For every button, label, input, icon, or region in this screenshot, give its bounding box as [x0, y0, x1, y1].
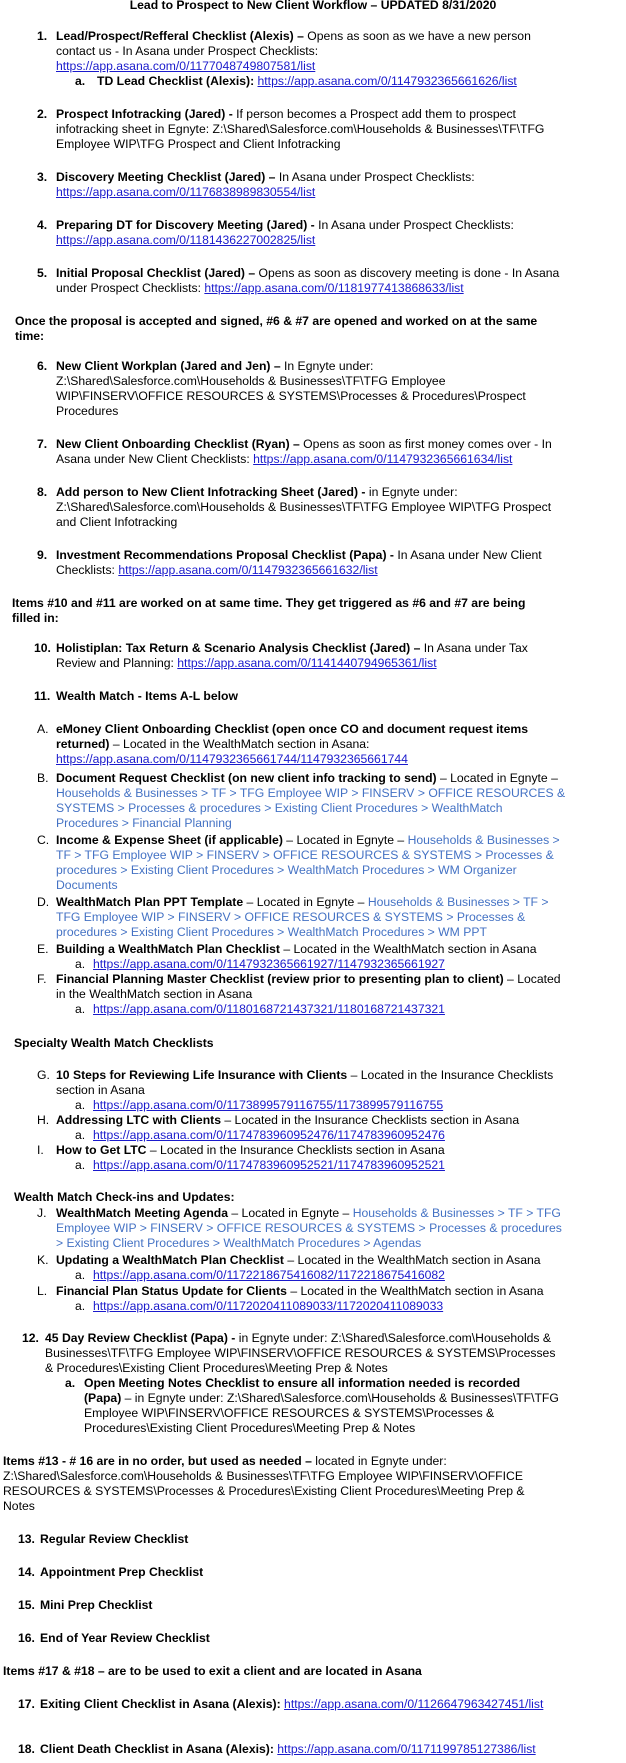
- asana-link[interactable]: https://app.asana.com/0/1173899579116755/1173899579116755: [93, 1098, 444, 1112]
- item-text: Z:\Shared\Salesforce.com\Households & Businesses\TF\TFG Employee WIP\TFG Prospect: [56, 500, 552, 514]
- asana-link[interactable]: https://app.asana.com/0/1172218675416082/1172218675416082: [93, 1268, 445, 1282]
- asana-link[interactable]: https://app.asana.com/0/1147932365661626/list: [257, 74, 517, 88]
- section-heading: Items #13 - # 16 are in no order, but used as needed – located in Egnyte under:: [3, 1454, 447, 1468]
- section-heading: Items #10 and #11 are worked on at same time. They get triggered as #6 and #7 are being: [12, 596, 526, 610]
- sub-item-number: a.: [65, 1376, 76, 1390]
- asana-link[interactable]: https://app.asana.com/0/1174783960952476/1174783960952476: [93, 1128, 445, 1142]
- sub-item-td-lead: TD Lead Checklist (Alexis): https://app.asana.com/0/1147932365661626/list: [97, 74, 517, 88]
- egnyte-path: Households & Businesses >: [407, 833, 560, 847]
- item-number: 9.: [37, 548, 48, 562]
- asana-link[interactable]: https://app.asana.com/0/1176838989830554/list: [56, 185, 316, 199]
- list-item-7: New Client Onboarding Checklist (Ryan) – Opens as soon as first money comes over - In: [56, 437, 552, 451]
- item-text: section in Asana: [56, 1083, 145, 1097]
- item-number: 10.: [34, 641, 51, 655]
- list-item-G: 10 Steps for Reviewing Life Insurance with Clients – Located in the Insurance Checklists: [56, 1068, 554, 1082]
- section-heading: Once the proposal is accepted and signed, #6 & #7 are opened and worked on at the same: [15, 314, 538, 328]
- sub-item-line2: (Papa) – in Egnyte under: Z:\Shared\Salesforce.com\Households & Businesses\TF\TFG: [84, 1391, 559, 1405]
- item-text: Z:\Shared\Salesforce.com\Households & Businesses\TF\TFG Employee WIP\FINSERV\OFFICE: [3, 1469, 523, 1483]
- item-letter: B.: [37, 771, 49, 785]
- sub-item-letter: a.: [75, 1299, 86, 1313]
- item-number: 11.: [34, 689, 51, 703]
- list-item-6: New Client Workplan (Jared and Jen) – In Egnyte under:: [56, 359, 374, 373]
- list-item-10: Holistiplan: Tax Return & Scenario Analysis Checklist (Jared) – In Asana under Tax: [56, 641, 528, 655]
- egnyte-path: Procedures > Financial Planning: [56, 816, 232, 830]
- egnyte-path: Households & Businesses > TF > TFG Employee WIP > FINSERV > OFFICE RESOURCES &: [56, 786, 566, 800]
- list-item-1: [37, 29, 47, 44]
- egnyte-path: TF > TFG Employee WIP > FINSERV > OFFICE RESOURCES & SYSTEMS > Processes &: [56, 848, 554, 862]
- egnyte-path: Employee WIP > FINSERV > OFFICE RESOURCES & SYSTEMS > Processes & procedures: [56, 1221, 562, 1235]
- item-number: 14.: [18, 1565, 35, 1579]
- egnyte-path: TFG Employee WIP > FINSERV > OFFICE RESOURCES & SYSTEMS > Processes &: [56, 910, 526, 924]
- asana-link[interactable]: https://app.asana.com/0/1147932365661634/list: [253, 452, 513, 466]
- asana-link[interactable]: https://app.asana.com/0/1147932365661927/1147932365661927: [93, 957, 445, 971]
- item-number: 18.: [18, 1742, 35, 1756]
- sub-item-letter: a.: [75, 1158, 86, 1172]
- item-text: infotracking sheet in Egnyte: Z:\Shared\Salesforce.com\Households & Businesses\TF\TFG: [56, 122, 545, 136]
- asana-link[interactable]: https://app.asana.com/0/1147932365661744/1147932365661744: [56, 752, 408, 766]
- item-text: Notes: [3, 1499, 35, 1513]
- item-text: Businesses\TF\TFG Employee WIP\FINSERV\OFFICE RESOURCES & SYSTEMS\Processes: [45, 1346, 556, 1360]
- list-item-11: Wealth Match - Items A-L below: [56, 689, 238, 703]
- egnyte-path: SYSTEMS > Processes & procedures > Existing Client Procedures > WealthMatch: [56, 801, 503, 815]
- list-item-C: Income & Expense Sheet (if applicable) – Located in Egnyte – Households & Businesses >: [56, 833, 560, 847]
- asana-link[interactable]: https://app.asana.com/0/1147932365661632/list: [118, 563, 378, 577]
- item-letter: F.: [37, 972, 47, 986]
- asana-link[interactable]: https://app.asana.com/0/1174783960952521/1174783960952521: [93, 1158, 445, 1172]
- egnyte-path: procedures > Existing Client Procedures > WealthMatch Procedures > WM Organizer: [56, 863, 517, 877]
- list-item-12: 45 Day Review Checklist (Papa) - in Egnyte under: Z:\Shared\Salesforce.com\Households &: [45, 1331, 552, 1345]
- list-item-5: Initial Proposal Checklist (Jared) – Opens as soon as discovery meeting is done - In Asana: [56, 266, 560, 280]
- list-item-13: Regular Review Checklist: [40, 1532, 189, 1546]
- item-number: 2.: [37, 107, 48, 121]
- list-item-15: Mini Prep Checklist: [40, 1598, 153, 1612]
- list-item-9: Investment Recommendations Proposal Checklist (Papa) - In Asana under New Client: [56, 548, 542, 562]
- list-item-18: Client Death Checklist in Asana (Alexis): https://app.asana.com/0/1171199785127386/list: [40, 1742, 536, 1756]
- egnyte-path: Households & Businesses > TF >: [367, 895, 549, 909]
- list-item-1-text: Lead/Prospect/Refferal Checklist (Alexis) – Opens as soon as we have a new person: [56, 29, 531, 43]
- egnyte-path: Documents: [56, 878, 118, 892]
- item-text: Procedures\Existing Client Procedures\Meeting Prep & Notes: [84, 1421, 416, 1435]
- section-heading-cont: filled in:: [12, 611, 59, 625]
- sub-item-heading: Open Meeting Notes Checklist to ensure all information needed is recorded: [84, 1376, 521, 1390]
- list-item-H: Addressing LTC with Clients – Located in the Insurance Checklists section in Asana: [56, 1113, 520, 1127]
- asana-link[interactable]: https://app.asana.com/0/1141440794965361/list: [177, 656, 437, 670]
- item-number: 7.: [37, 437, 48, 451]
- asana-link[interactable]: https://app.asana.com/0/1180168721437321/1180168721437321: [93, 1002, 445, 1016]
- item-number: 6.: [37, 359, 48, 373]
- section-heading: Items #17 & #18 – are to be used to exit a client and are located in Asana: [3, 1664, 422, 1678]
- list-item-17: Exiting Client Checklist in Asana (Alexis): https://app.asana.com/0/1126647963427451/list: [40, 1697, 544, 1711]
- item-number: 5.: [37, 266, 48, 280]
- item-letter: J.: [37, 1206, 47, 1220]
- item-number: 3.: [37, 170, 48, 184]
- item-text: Employee WIP\FINSERV\OFFICE RESOURCES & SYSTEMS\Processes &: [84, 1406, 495, 1420]
- asana-link[interactable]: https://app.asana.com/0/1181977413868633/list: [204, 281, 464, 295]
- item-heading: Lead/Prospect/Refferal Checklist (Alexis) –: [56, 29, 304, 43]
- asana-link[interactable]: https://app.asana.com/0/1171199785127386/list: [277, 1742, 536, 1756]
- item-number: 15.: [18, 1598, 35, 1612]
- sub-item-letter: a.: [75, 1128, 86, 1142]
- item-text: Employee WIP\TFG Prospect and Client Infotracking: [56, 137, 341, 151]
- item-number: 8.: [37, 485, 48, 499]
- item-number: 1.: [37, 29, 48, 43]
- item-letter: H.: [37, 1113, 50, 1127]
- section-heading: Wealth Match Check-ins and Updates:: [14, 1190, 235, 1204]
- list-item-10-line2: Review and Planning: https://app.asana.com/0/1141440794965361/list: [56, 656, 437, 670]
- item-text: WIP\FINSERV\OFFICE RESOURCES & SYSTEMS\Processes & Procedures\Prospect: [56, 389, 526, 403]
- list-item-L: Financial Plan Status Update for Clients – Located in the WealthMatch section in Asana: [56, 1284, 544, 1298]
- list-item-A: eMoney Client Onboarding Checklist (open once CO and document request items: [56, 722, 528, 736]
- item-letter: L.: [37, 1284, 48, 1298]
- list-item-B: Document Request Checklist (on new client info tracking to send) – Located in Egnyte –: [56, 771, 558, 785]
- item-letter: K.: [37, 1253, 49, 1267]
- asana-link[interactable]: https://app.asana.com/0/1126647963427451/list: [284, 1697, 544, 1711]
- list-item-A-line2: returned) – Located in the WealthMatch section in Asana:: [56, 737, 370, 751]
- list-item-E: Building a WealthMatch Plan Checklist – Located in the WealthMatch section in Asana: [56, 942, 537, 956]
- asana-link[interactable]: https://app.asana.com/0/1181436227002825/list: [56, 233, 316, 247]
- list-item-4: Preparing DT for Discovery Meeting (Jared) - In Asana under Prospect Checklists:: [56, 218, 514, 232]
- item-text: RESOURCES & SYSTEMS\Processes & Procedures\Existing Client Procedures\Meeting Prep &: [3, 1484, 525, 1498]
- item-letter: A.: [37, 722, 49, 736]
- section-heading: Specialty Wealth Match Checklists: [14, 1036, 214, 1050]
- item-letter: I.: [37, 1143, 44, 1157]
- list-item-I: How to Get LTC – Located in the Insurance Checklists section in Asana: [56, 1143, 445, 1157]
- item-text: Procedures: [56, 404, 119, 418]
- item-text: Z:\Shared\Salesforce.com\Households & Businesses\TF\TFG Employee: [56, 374, 446, 388]
- list-item-J: WealthMatch Meeting Agenda – Located in Egnyte – Households & Businesses > TF > TFG: [56, 1206, 561, 1220]
- sub-item-letter: a.: [75, 1098, 86, 1112]
- list-item-5-line2: under Prospect Checklists: https://app.asana.com/0/1181977413868633/list: [56, 281, 464, 295]
- item-text: & Procedures\Existing Client Procedures\Meeting Prep & Notes: [45, 1361, 388, 1375]
- item-number: 4.: [37, 218, 48, 232]
- sub-item-letter: a.: [75, 957, 86, 971]
- sub-item-number: a.: [75, 74, 86, 88]
- item-number: 12.: [22, 1331, 39, 1345]
- sub-item-letter: a.: [75, 1268, 86, 1282]
- item-letter: C.: [37, 833, 50, 847]
- list-item-9-line2: Checklists: https://app.asana.com/0/1147932365661632/list: [56, 563, 378, 577]
- item-letter: G.: [37, 1068, 50, 1082]
- item-text: contact us - In Asana under Prospect Checklists:: [56, 44, 319, 58]
- list-item-3: Discovery Meeting Checklist (Jared) – In Asana under Prospect Checklists:: [56, 170, 475, 184]
- list-item-7-line2: Asana under New Client Checklists: https://app.asana.com/0/1147932365661634/list: [56, 452, 513, 466]
- section-heading-cont: time:: [15, 329, 45, 343]
- list-item-K: Updating a WealthMatch Plan Checklist – Located in the WealthMatch section in Asana: [56, 1253, 541, 1267]
- list-item-14: Appointment Prep Checklist: [40, 1565, 204, 1579]
- item-text: and Client Infotracking: [56, 515, 178, 529]
- document-title: Lead to Prospect to New Client Workflow – UPDATED 8/31/2020: [129, 0, 497, 12]
- item-number: 16.: [18, 1631, 35, 1645]
- list-item-16: End of Year Review Checklist: [40, 1631, 210, 1645]
- item-text: in the WealthMatch section in Asana: [56, 987, 253, 1001]
- item-number: 13.: [18, 1532, 35, 1546]
- list-item-2: Prospect Infotracking (Jared) - If person becomes a Prospect add them to prospect: [56, 107, 516, 121]
- item-number: 17.: [18, 1697, 35, 1711]
- egnyte-path: Households & Businesses > TF > TFG: [352, 1206, 561, 1220]
- list-item-D: WealthMatch Plan PPT Template – Located in Egnyte – Households & Businesses > TF >: [56, 895, 549, 909]
- item-letter: D.: [37, 895, 50, 909]
- asana-link[interactable]: https://app.asana.com/0/1177048749807581/list: [56, 59, 316, 73]
- egnyte-path: > Existing Client Procedures > WealthMatch Procedures > Agendas: [56, 1236, 422, 1250]
- asana-link[interactable]: https://app.asana.com/0/1172020411089033/1172020411089033: [93, 1299, 444, 1313]
- item-letter: E.: [37, 942, 49, 956]
- sub-item-letter: a.: [75, 1002, 86, 1016]
- egnyte-path: procedures > Existing Client Procedures > WealthMatch Procedures > WM PPT: [56, 925, 487, 939]
- list-item-8: Add person to New Client Infotracking Sheet (Jared) - in Egnyte under:: [56, 485, 458, 499]
- list-item-F: Financial Planning Master Checklist (review prior to presenting plan to client) – Located: [56, 972, 561, 986]
